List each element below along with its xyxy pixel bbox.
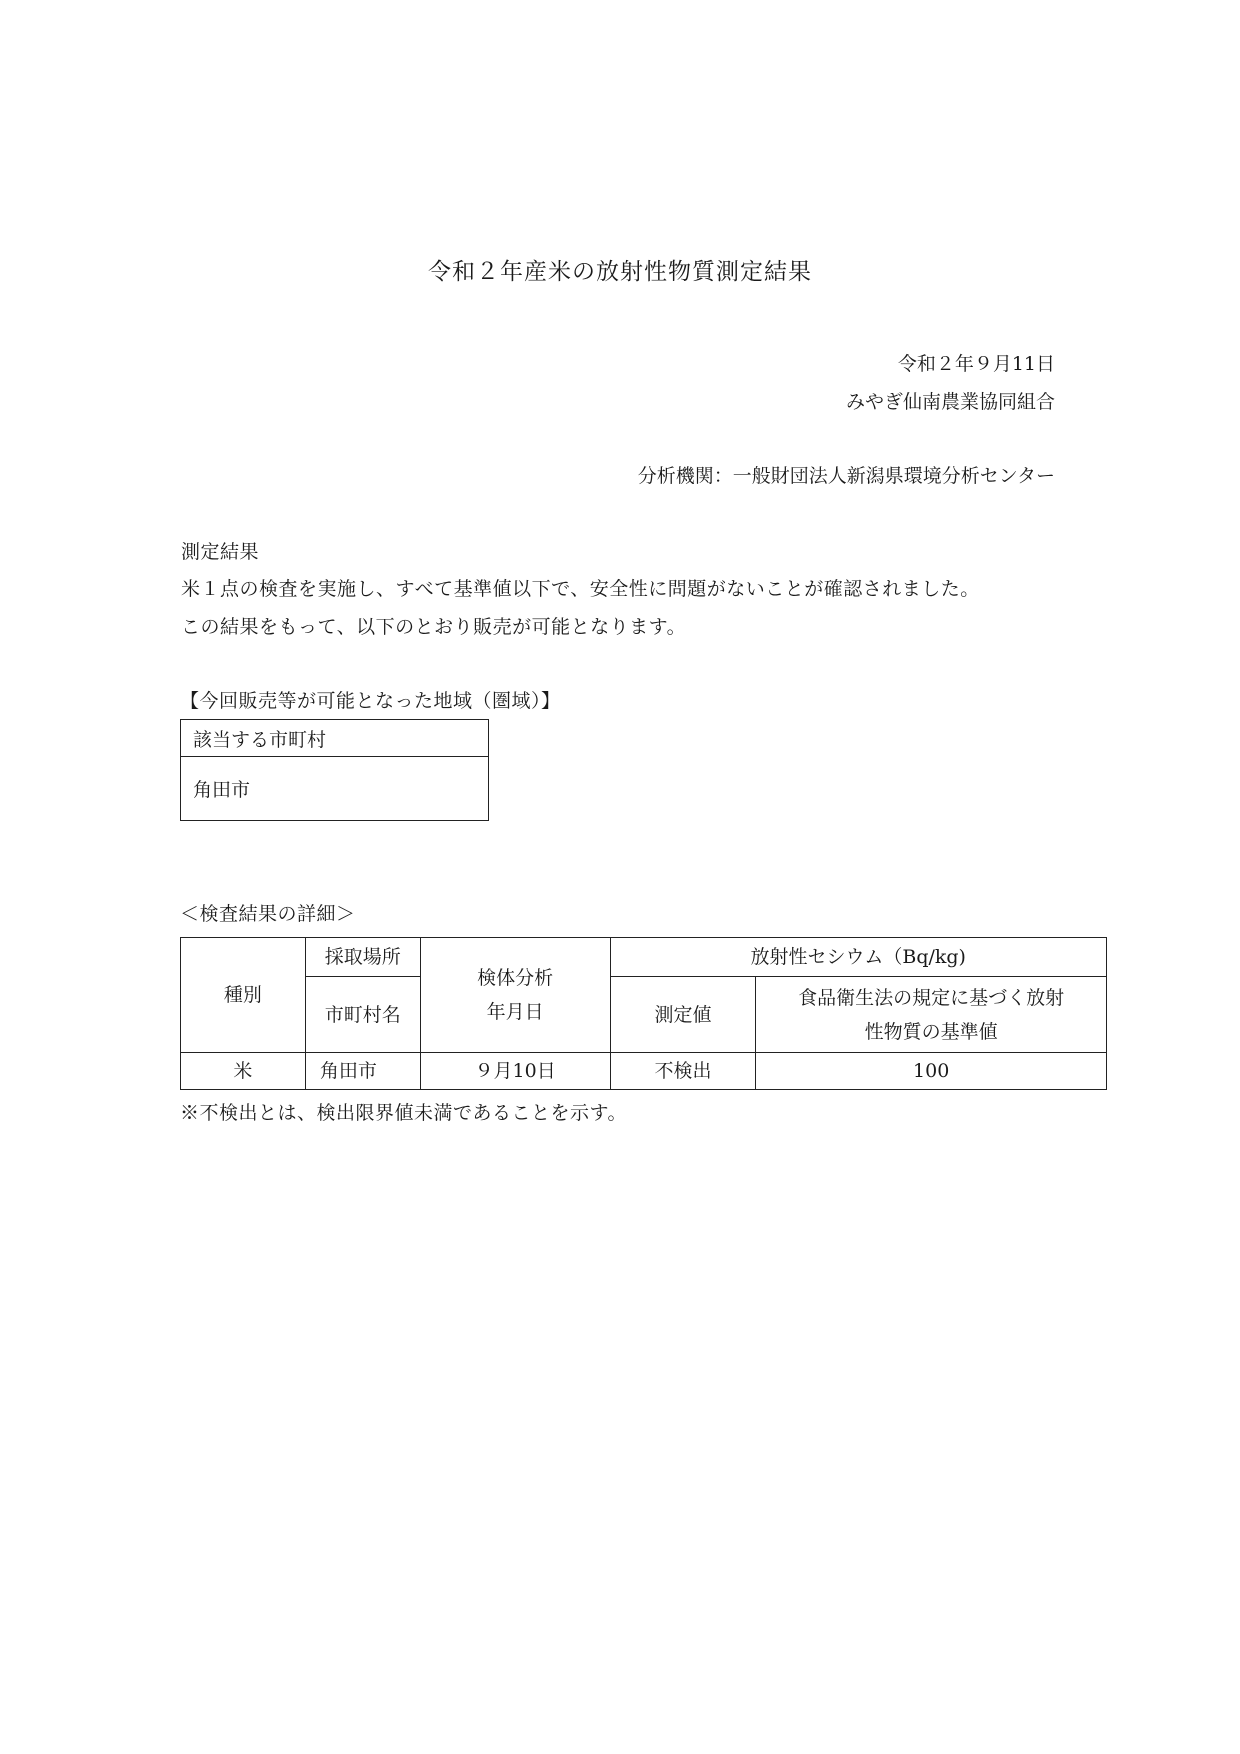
header-standard-line1: 食品衛生法の規定に基づく放射 (798, 986, 1065, 1009)
page-title: 令和２年産米の放射性物質測定結果 (428, 259, 812, 285)
area-heading: 【今回販売等が可能となった地域（圏域）】 (180, 690, 561, 712)
row-measured: 不検出 (610, 1053, 756, 1090)
details-heading: ＜検査結果の詳細＞ (180, 903, 356, 925)
header-standard (756, 977, 1107, 1053)
area-column-header: 該当する市町村 (181, 720, 489, 757)
details-table (180, 937, 1107, 1090)
area-table (180, 719, 489, 821)
header-measured: 測定値 (610, 977, 756, 1053)
result-text-line2: この結果をもって、以下のとおり販売が可能となります。 (181, 616, 687, 638)
row-standard: 100 (756, 1053, 1107, 1090)
header-municipality: 市町村名 (305, 977, 420, 1053)
organization-name: みやぎ仙南農業協同組合 (845, 391, 1055, 413)
section-heading: 測定結果 (181, 541, 260, 563)
area-value: 角田市 (181, 757, 489, 821)
header-standard-line2: 性物質の基準値 (864, 1020, 998, 1043)
issue-date: 令和２年９月11日 (897, 353, 1055, 375)
details-note: ※不検出とは、検出限界値未満であることを示す。 (180, 1102, 627, 1124)
header-analysis-date-line2: 年月日 (486, 1001, 544, 1023)
row-type: 米 (181, 1053, 306, 1090)
result-text-line1: 米１点の検査を実施し、すべて基準値以下で、安全性に問題がないことが確認されました。 (181, 578, 980, 600)
header-collection-place: 採取場所 (305, 938, 420, 977)
row-date: ９月10日 (420, 1053, 610, 1090)
header-analysis-date (420, 938, 610, 1053)
analysis-organization: 分析機関：一般財団法人新潟県環境分析センター (637, 465, 1055, 487)
header-analysis-date-line1: 検体分析 (477, 967, 554, 989)
header-type: 種別 (181, 938, 306, 1053)
header-cesium: 放射性セシウム（Bq/kg) (610, 938, 1106, 977)
row-municipality: 角田市 (305, 1053, 420, 1090)
